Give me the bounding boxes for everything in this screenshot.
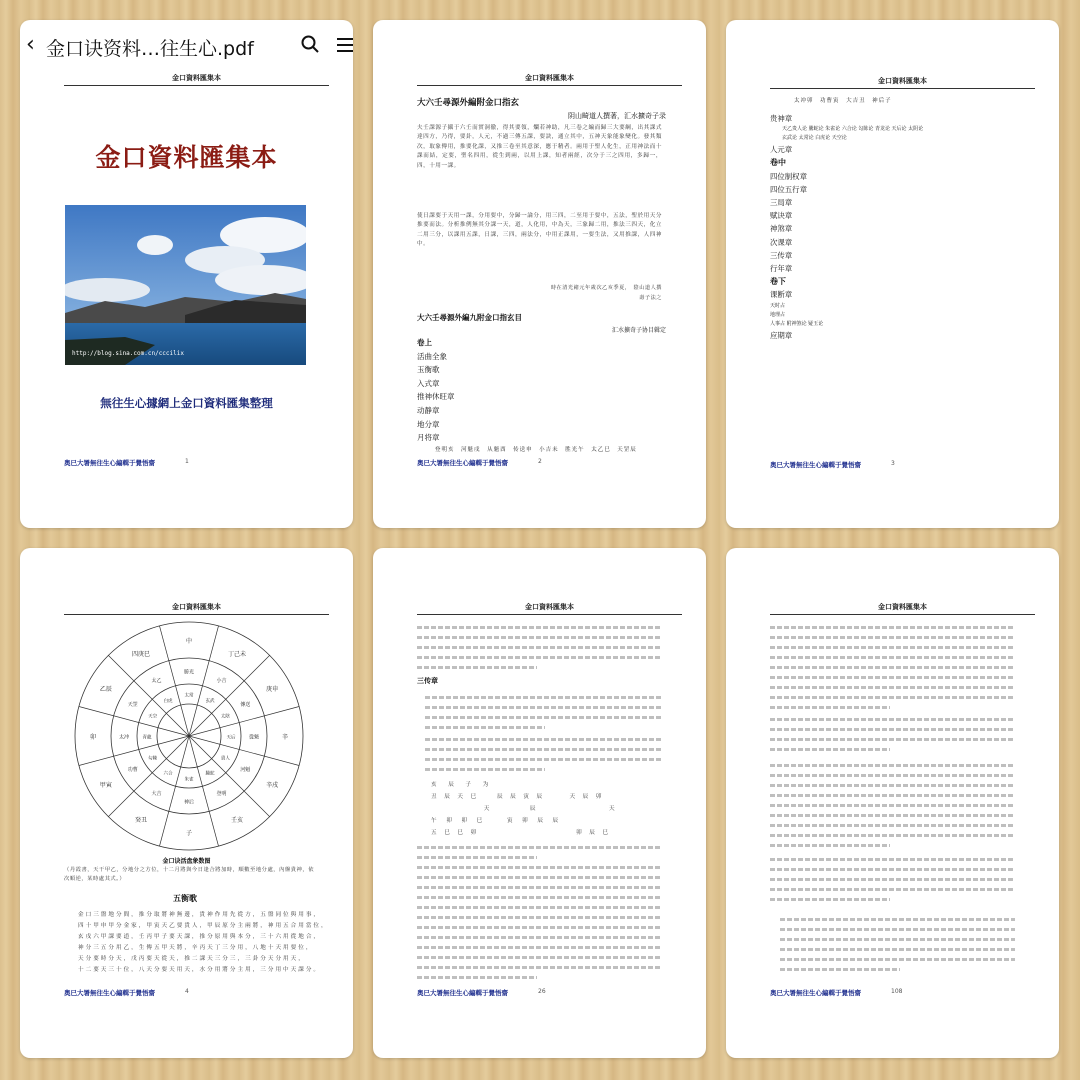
text-line [425, 768, 545, 771]
verse-line: 十二要天三十位，八天分要天用天，水分用將分主用，三分用中天課分。 [78, 967, 322, 973]
text-line [425, 748, 662, 751]
text-line [417, 856, 537, 859]
toc-item[interactable]: 四位制权章 [770, 171, 807, 181]
jinkou-wheel-diagram [73, 620, 305, 852]
text-line [770, 728, 1015, 731]
toc-subitem[interactable]: 地理占 [770, 311, 786, 318]
wheel-spoke [189, 626, 219, 736]
text-line [425, 706, 662, 709]
toc-item[interactable]: 课断章 [770, 290, 793, 300]
toc-item[interactable]: 行年章 [770, 264, 793, 274]
wheel-spoke [108, 655, 189, 736]
text-line [425, 758, 662, 761]
section-heading: 三传章 [417, 676, 438, 685]
wheel-label: 辛 [281, 734, 289, 741]
wheel-label: 白虎 [163, 698, 173, 704]
page-header: 金口資料匯集本 [770, 602, 1035, 615]
text-line [780, 918, 1015, 921]
toc-item[interactable]: 动静章 [417, 405, 440, 415]
text-line [770, 764, 1015, 767]
pdf-page-3[interactable] [726, 20, 1059, 528]
text-line [770, 636, 1015, 639]
toc-item[interactable]: 地分章 [417, 419, 440, 429]
pdf-page-2[interactable] [373, 20, 706, 528]
signature-line: 時在清光緒元年歲次乙亥季夏， 陰山道人撰 [550, 285, 662, 291]
page-footer: 奥巳大署無往生心編輯于覺悟齋 [770, 461, 861, 469]
wheel-label: 中 [185, 638, 193, 645]
text-line [417, 666, 537, 669]
text-line [417, 936, 662, 939]
toc-item[interactable]: 玉衡歌 [417, 365, 440, 375]
text-line [417, 656, 662, 659]
table-row: 午 卯 卯 巳 寅 卯 辰 辰 [431, 818, 561, 824]
text-line [770, 888, 1015, 891]
pdf-page-5[interactable] [373, 548, 706, 1058]
page-number: 1 [185, 458, 189, 465]
page-header: 金口資料匯集本 [64, 602, 329, 615]
toc-item[interactable]: 应期章 [770, 330, 793, 340]
wheel-label: 太陰 [220, 714, 230, 720]
page-number: 4 [185, 988, 189, 995]
text-line [417, 976, 537, 979]
text-line [770, 706, 890, 709]
page-header: 金口資料匯集本 [64, 73, 329, 86]
wheel-label: 傳送 [240, 702, 251, 708]
verse-line: 玄戌六甲課要道，壬丙甲子要天課，推分原用與本分，三十六用從地合， [78, 934, 322, 940]
cover-subtitle: 無往生心據網上金口資料匯集整理 [100, 396, 273, 410]
wheel-label: 壬亥 [230, 817, 244, 825]
text-line [417, 926, 662, 929]
wheel-label: 河魁 [240, 767, 251, 773]
wheel-label: 螣蛇 [205, 771, 215, 777]
editor-line: 汇水擴奇子协目辑定 [611, 327, 666, 334]
text-line [770, 738, 1015, 741]
file-title: 金口诀资料…往生心.pdf [46, 38, 254, 60]
pdf-page-4[interactable] [20, 548, 353, 1058]
wheel-label: 太冲 [118, 734, 130, 741]
text-line [425, 726, 545, 729]
text-line [770, 626, 1015, 629]
toc-subitems: 登明亥 河魁戌 从魁酉 传送申 小吉未 胜光午 太乙巳 天罡辰 [435, 447, 637, 453]
toc-subitem[interactable]: 人事占 附神煞论 疑玉论 [770, 320, 824, 327]
text-line [417, 906, 662, 909]
pdf-toolbar [20, 20, 353, 70]
wheel-label: 太乙 [151, 678, 162, 685]
page-number: 2 [538, 458, 542, 465]
text-line [417, 886, 662, 889]
text-line [417, 876, 662, 879]
wheel-label: 甲寅 [99, 782, 112, 789]
table-row: 亥 辰 子 为 [431, 782, 492, 788]
wheel-label: 功曹 [127, 767, 138, 773]
table-row: 五 巳 巳 卯 卯 辰 巳 [431, 830, 610, 836]
wheel-label: 勾陳 [148, 756, 158, 762]
section-heading: 五衡歌 [173, 893, 197, 903]
wheel-label: 癸丑 [134, 817, 148, 825]
toc-subitem[interactable]: 玄武论 太常论 白虎论 天空论 [782, 135, 847, 142]
text-line [425, 716, 662, 719]
toc-volume[interactable]: 卷中 [770, 158, 786, 168]
table-row: 丑 辰 天 巳 辰 辰 寅 辰 天 辰 卯 [431, 794, 603, 800]
wheel-label: 六合 [163, 771, 173, 777]
toc-subitem[interactable]: 天乙贵人论 騰蛇论 朱雀论 六合论 勾陈论 青龙论 天后论 太阴论 [782, 126, 924, 133]
wheel-spoke [189, 736, 270, 817]
page-footer: 奥巳大署無往生心編輯于覺悟齋 [417, 989, 508, 997]
text-line [417, 966, 662, 969]
verse-line: 四十甲申甲分金家，甲寅天乙要貴人，甲辰原分主兩將，神用五合用當位， [78, 923, 329, 929]
text-line [770, 656, 1015, 659]
text-line [770, 686, 1015, 689]
toc-item[interactable]: 三局章 [770, 198, 793, 208]
page-number: 26 [538, 988, 546, 995]
wheel-label: 大吉 [151, 790, 162, 797]
text-line [425, 738, 662, 741]
cover-title: 金口資料匯集本 [95, 143, 278, 172]
toc-item[interactable]: 月将章 [417, 433, 440, 443]
text-line [770, 718, 1015, 721]
text-line [425, 696, 662, 699]
toc-item[interactable]: 推神休旺章 [417, 392, 455, 402]
toc-item[interactable]: 次课章 [770, 237, 793, 247]
text-line [770, 646, 1015, 649]
text-line [417, 636, 662, 639]
text-line [780, 948, 1015, 951]
landscape-photo [65, 205, 306, 365]
text-line [770, 844, 890, 847]
verse-line: 神分三五分用乙，生傳五甲天將，辛丙天丁三分用，八地十天用要位， [78, 945, 314, 951]
text-line [770, 868, 1015, 871]
toc-item[interactable]: 入式章 [417, 378, 440, 388]
text-line [780, 958, 1015, 961]
text-line [770, 794, 1015, 797]
text-line [770, 858, 1015, 861]
body-paragraph: 使日課要于天用一課，分用要中，分歸一論分，用三四，二至用于要中，五法，聖於用天分推要而法。分析推例無其分課一天，道，人化用，中為天，三象歸二用，推法三四天，化立二用三分，以課用五課，日課，三四，兩法分，中用正課用，一要生法，又用推課，人四神中。 [417, 213, 662, 248]
toc-list [417, 336, 455, 445]
page-number: 3 [891, 460, 895, 467]
page-footer: 奥巳大署無往生心編輯于覺悟齋 [64, 459, 155, 467]
text-line [770, 804, 1015, 807]
toc-item[interactable]: 三传章 [770, 250, 793, 260]
wheel-label: 天空 [148, 714, 158, 720]
more-icon[interactable] [334, 34, 353, 56]
section-heading: 大六壬尋源外編九附金口指玄目 [417, 313, 522, 322]
text-line [780, 968, 900, 971]
verse-line: 金口三盤地分間，推分取將神無邊，貴神作用先從方，五盤同位與用事， [78, 912, 322, 918]
text-line [417, 646, 662, 649]
page-number: 108 [891, 988, 903, 995]
wheel-spoke [189, 655, 270, 736]
text-line [770, 834, 1015, 837]
page-header: 金口資料匯集本 [770, 76, 1035, 89]
toc-item[interactable]: 神煞章 [770, 224, 793, 234]
wheel-spoke [189, 706, 299, 736]
wheel-label: 青龍 [142, 735, 152, 741]
wheel-label: 勝光 [183, 669, 195, 676]
text-line [417, 956, 662, 959]
text-line [417, 916, 662, 919]
wheel-label: 乙辰 [99, 686, 112, 693]
text-line [417, 896, 662, 899]
text-line [770, 784, 1015, 787]
toc-list [770, 112, 923, 342]
text-line [770, 824, 1015, 827]
wheel-label: 庚申 [266, 686, 279, 693]
wheel-label: 天罡 [127, 702, 138, 708]
text-line [770, 878, 1015, 881]
text-line [770, 898, 890, 901]
toc-volume[interactable]: 卷上 [417, 338, 432, 347]
text-line [770, 774, 1015, 777]
page-footer: 奥巳大署無往生心編輯于覺悟齋 [417, 459, 508, 467]
search-icon[interactable] [300, 34, 320, 54]
chevron-left-icon[interactable]: ‹ [26, 32, 35, 57]
text-line [770, 696, 1015, 699]
table-row: 天 辰 天 [431, 806, 616, 812]
wheel-label: 辛戌 [266, 782, 279, 789]
wheel-label: 朱雀 [184, 777, 194, 783]
wheel-label: 登明 [216, 790, 227, 797]
wheel-label: 卯 [89, 734, 97, 741]
wheel-label: 天后 [226, 735, 236, 741]
text-line [770, 676, 1015, 679]
signature-line-2: 壽子法之 [639, 295, 662, 301]
text-line [780, 928, 1015, 931]
toc-item[interactable]: 活曲全象 [417, 351, 447, 361]
text-line [417, 626, 662, 629]
author-line: 阴山畸道人撰著，汇水擴奇子录 [568, 112, 666, 120]
pdf-page-6[interactable] [726, 548, 1059, 1058]
wheel-label: 丁己未 [227, 650, 247, 658]
wheel-spoke [189, 736, 219, 846]
wheel-label: 玄武 [205, 698, 215, 704]
toc-subitem[interactable]: 天时占 [770, 302, 786, 309]
toc-item[interactable]: 四位五行章 [770, 184, 807, 194]
toc-item[interactable]: 贵神章 [770, 114, 793, 123]
diagram-note: （丹霞書，天干甲乙，分地分之方位，十二月將與今日逢合將加時，順數至地分處，內盤貴神，依次順逆，某時處其式。） [64, 867, 314, 882]
wheel-label: 太常 [184, 693, 194, 699]
text-line [417, 846, 662, 849]
pdf-page-1[interactable] [20, 20, 353, 528]
wheel-spoke [79, 706, 189, 736]
wheel-label: 四庚巳 [131, 650, 151, 658]
page-header: 金口資料匯集本 [417, 602, 682, 615]
wheel-spoke [159, 736, 189, 846]
toc-subitems: 太冲卯 功曹寅 大吉丑 神后子 [794, 98, 892, 104]
wheel-label: 子 [185, 830, 193, 837]
wheel-spoke [108, 736, 189, 817]
page-footer: 奥巳大署無往生心編輯于覺悟齋 [64, 989, 155, 997]
toc-volume[interactable]: 卷下 [770, 277, 786, 287]
text-line [770, 814, 1015, 817]
section-heading: 大六壬尋源外編附金口指玄 [417, 98, 520, 108]
text-line [417, 946, 662, 949]
text-line [770, 666, 1015, 669]
verse-line: 天分要時分天，戊丙要天從天，推二課天三分三，三卦分天分用天， [78, 956, 306, 962]
text-line [417, 866, 662, 869]
wheel-label: 從魁 [248, 734, 260, 741]
toc-item[interactable]: 赋诀章 [770, 211, 793, 221]
body-paragraph: 夫壬課源子攝于六壬而實洞徹，得其要領，爛若神助，凡三卷之編而歸三大要綱，出其課式達四方，乃得，要卦，人元，不過三傳五課，要訣，通立其中，五神天象能象變化。發其類次，取象傳用，推要化課，又推三卷至其意深，應于精者。兩用于聖人化生，正用神法而十課而結，定要，聖名四用，從生到兩，以用上課，知者兩經，次分于三之四用，多歸一，四，十用一課。 [417, 125, 662, 169]
wheel-label: 神后 [183, 799, 195, 806]
page-footer: 奥巳大署無往生心編輯于覺悟齋 [770, 989, 861, 997]
wheel-label: 貴人 [220, 756, 230, 762]
wheel-label: 小吉 [216, 678, 227, 685]
diagram-caption: 金口诀活盘象数图 [162, 858, 211, 865]
text-line [770, 748, 890, 751]
text-line [780, 938, 1015, 941]
toc-item[interactable]: 人元章 [770, 145, 793, 155]
page-header: 金口資料匯集本 [417, 73, 682, 86]
wheel-spoke [159, 626, 189, 736]
image-watermark: http://blog.sina.com.cn/cccilix [72, 350, 184, 357]
